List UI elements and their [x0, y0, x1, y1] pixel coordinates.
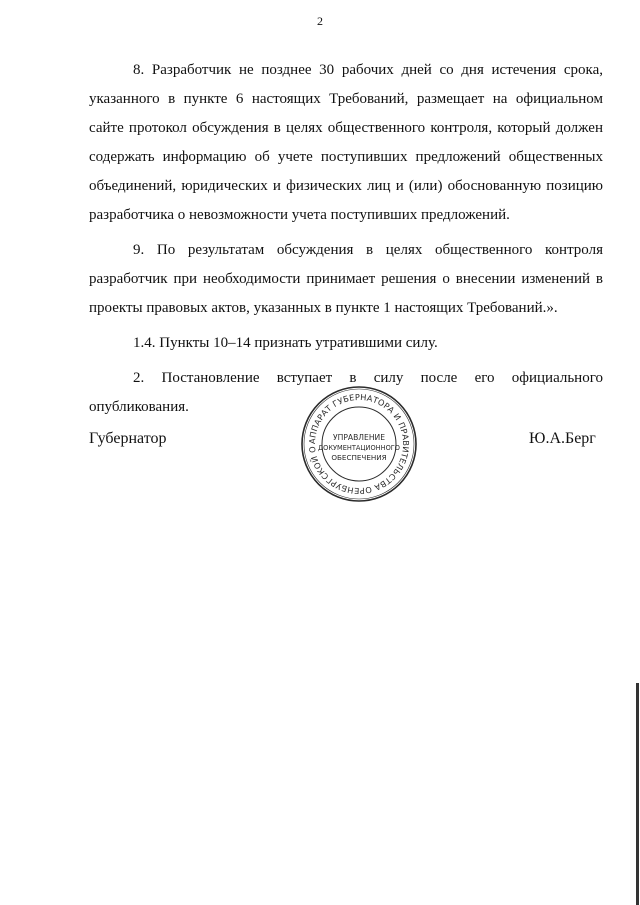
- stamp-ring-text: АППАРАТ ГУБЕРНАТОРА И ПРАВИТЕЛЬСТВА ОРЕНБУРГСКОЙ О: [306, 391, 412, 497]
- official-stamp: [299, 384, 419, 504]
- paragraph-item-9: 9. По результатам обсуждения в целях общественного контроля разработчик при необходимости принимает решения о внесении изменений в проекты правовых актов, указанных в пункте 1 настоящих Требований.».: [89, 242, 603, 316]
- signature-name: Ю.А.Берг: [529, 430, 596, 447]
- paragraph-point-2: 2. Постановление вступает в силу после его официального опубликования.: [89, 370, 603, 415]
- stamp-seal-icon: [299, 384, 419, 504]
- paragraph-item-8: 8. Разработчик не позднее 30 рабочих дней со дня истечения срока, указанного в пункте 6 настоящих Требований, размещает на официальном сайте протокол обсуждения в целях общественного контроля, который должен содержать информацию об учете поступивших предложений общественных объединений, юридических и физических лиц и (или) обоснованную позицию разработчика о невозможности учета поступивших предложений.: [89, 62, 603, 223]
- stamp-center-line-1: УПРАВЛЕНИЕ: [332, 433, 386, 442]
- paragraph-point-1-4: 1.4. Пункты 10–14 признать утратившими силу.: [133, 335, 438, 351]
- signature-position: Губернатор: [89, 430, 167, 447]
- stamp-center-line-2: ДОКУМЕНТАЦИОННОГО: [318, 444, 400, 452]
- page-edge-line: [636, 683, 639, 905]
- document-body: [89, 56, 603, 422]
- page-number: 2: [317, 14, 323, 28]
- stamp-center-line-3: ОБЕСПЕЧЕНИЯ: [331, 453, 387, 462]
